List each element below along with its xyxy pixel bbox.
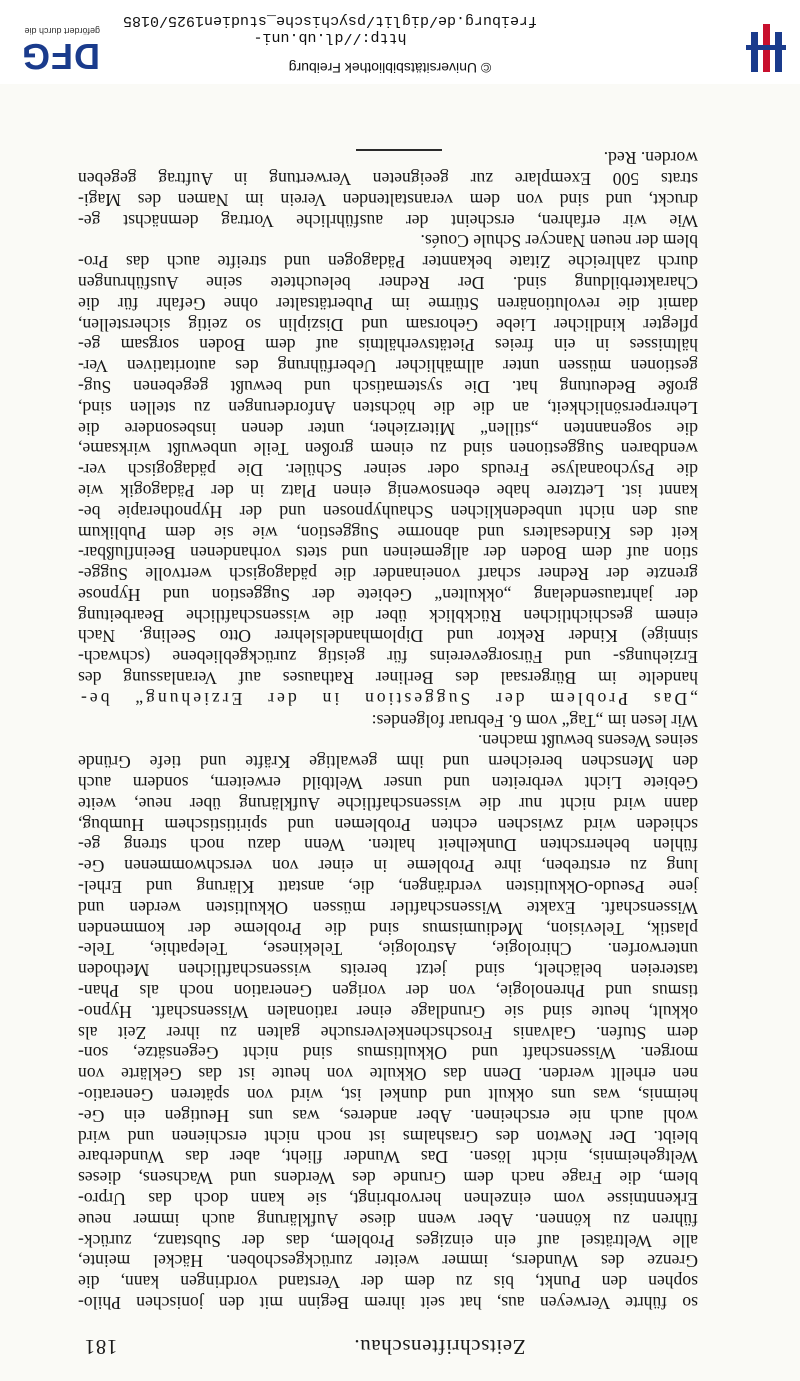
- text-line: wendbaren Suggestionen sind zu einem großen Teile unbewußt wirksame,: [78, 439, 698, 460]
- text-line: morgen. Wissenschaft und Okkultismus sind nicht Gegensätze, son-: [78, 1043, 698, 1064]
- text-line: „Das Problem der Suggestion in der Erziehung“ be-: [78, 688, 698, 709]
- text-line: gestionen müssen unter allmählicher Ueberführung des autoritativen Ver-: [78, 356, 698, 377]
- text-line: blem der neuen Nancyer Schule Coués.: [420, 231, 698, 252]
- paragraph-p2: [78, 710, 716, 731]
- text-line: lung zu erstreben, ihre Probleme in einer von verschwommenen Ge-: [78, 856, 698, 877]
- text-line: strats 500 Exemplare zur geeigneten Verwertung in Auftrag gegeben: [78, 168, 698, 189]
- text-line: den Menschen bereichern und ihm gewaltige Kräfte und tiefe Gründe: [78, 752, 698, 773]
- text-line: stion auf dem Boden der allgemeinen und stets vorhandenen Beeinflußbar-: [78, 543, 698, 564]
- text-line: sinnige) Kinder Rektor und Diplomhandelslehrer Otto Seeling. Nach: [78, 626, 698, 647]
- section-divider: [356, 149, 442, 151]
- text-line: Gebiete Licht verbreiten und unser Weltbild erweitern, sondern auch: [78, 773, 698, 794]
- paragraph-p3: [78, 231, 716, 709]
- text-line: einem geschichtlichen Rückblick über die wissenschaftliche Bearbeitung: [78, 605, 698, 626]
- source-url-link[interactable]: http://dl.ub.uni-freiburg.de/diglit/psychische_studien1925/0185: [122, 12, 538, 46]
- text-line: heimnis, was uns okkult und dunkel ist, wird von späteren Generatio-: [78, 1085, 698, 1106]
- text-line: führen zu können. Aber wenn diese Aufklärung auch immer neue: [78, 1209, 698, 1230]
- text-line: dann wird nicht nur die wissenschaftliche Aufklärung über neue, weite: [78, 793, 698, 814]
- text-line: jene Pseudo-Okkultisten verdrängen, die, anstatt Klärung und Erhel-: [78, 877, 698, 898]
- text-line: Erkenntnisse vom einzelnen hervorbringt, sie kann doch das Urpro-: [78, 1189, 698, 1210]
- text-line: druckt, und sind von dem veranstaltenden Verein im Namen des Magi-: [78, 189, 698, 210]
- page-title: Zeitschriftenschau.: [353, 1335, 526, 1359]
- text-line: der jahrtausendelang „okkulten“ Gebiete der Suggestion und Hypnose: [78, 584, 698, 605]
- text-line: durch zahlreiche Zitate bekannter Pädagogen und streifte auch das Pro-: [78, 252, 698, 273]
- text-line: tismus und Phrenologie, von der vorigen Generation noch als Phan-: [78, 981, 698, 1002]
- text-line: aus den nicht unbedenklichen Schauhypnosen und der Hypnotherapie be-: [78, 501, 698, 522]
- dfg-caption: gefördert durch die: [24, 26, 100, 36]
- paragraph-p4: [78, 147, 716, 230]
- text-line: bleibt. Der Newton des Grashalms ist noch nicht erschienen und wird: [78, 1126, 698, 1147]
- text-line: unterworfen. Chirologie, Astrologie, Telekinese, Telepathie, Tele-: [78, 939, 698, 960]
- dfg-wordmark: DFG: [21, 36, 100, 77]
- text-line: Wir lesen im „Tag“ vom 6. Februar folgendes:: [371, 710, 698, 731]
- text-line: fühlen beherrschten Dunkelheit halten. Wenn dazu noch streng ge-: [78, 835, 698, 856]
- text-line: die Psychoanalyse Freuds oder seiner Schüler. Die pädagogisch ver-: [78, 460, 698, 481]
- text-line: damit die revolutionären Stürme im Pubertätsalter ohne Gefahr für die: [78, 293, 698, 314]
- text-line: wohl auch nie erscheinen. Aber anderes, was uns Heutigen ein Ge-: [78, 1105, 698, 1126]
- text-line: Charakterbildung sind. Der Redner beleuchtete seine Ausführungen: [78, 272, 698, 293]
- text-line: dern Stufen. Galvanis Froschschenkelversuche galten zu ihrer Zeit als: [78, 1022, 698, 1043]
- running-header: [84, 1319, 714, 1359]
- paragraph-p1: [78, 731, 716, 1313]
- text-line: worden. Red.: [603, 148, 698, 169]
- text-line: seines Wesens bewußt machen.: [477, 731, 698, 752]
- digitization-footer: [0, 0, 800, 84]
- text-line: hältnisses in ein freies Pietätsverhältnis auf dem Boden sorgsam ge-: [78, 335, 698, 356]
- text-line: Erziehungs- und Fürsorgevereins für geistig zurückgebliebene (schwach-: [78, 647, 698, 668]
- text-line: Weltgeheimnis, nicht lösen. Das Wunder flieht, aber das Wunderbare: [78, 1147, 698, 1168]
- text-line: keit des Kindesalters und abnorme Suggestion, wie sie dem Publikum: [78, 522, 698, 543]
- text-line: Grenze des Wunders, immer weiter zurückgeschoben. Häckel meinte,: [78, 1251, 698, 1272]
- text-line: nen erhellt werden. Denn das Okkulte von heute ist das Geklärte von: [78, 1064, 698, 1085]
- text-line: sophen den Punkt, bis zu dem der Verstand vordringen kann, die: [78, 1272, 698, 1293]
- text-line: Wissenschaft. Exakte Wissenschaftler müssen Okkultisten werden und: [78, 897, 698, 918]
- text-line: Lehrerpersönlichkeit, an die die höchsten Anforderungen zu stellen sind,: [78, 397, 698, 418]
- dfg-logo: [8, 22, 100, 77]
- text-line: Wie wir erfahren, erscheint der ausführliche Vortrag demnächst ge-: [78, 210, 698, 231]
- text-line: alle Welträtsel auf ein einziges Problem, das der Substanz, zurück-: [78, 1230, 698, 1251]
- book-page: [0, 25, 800, 1381]
- text-line: pflegter kindlicher Liebe Gehorsam und Disziplin so zeitig sicherstellen,: [78, 314, 698, 335]
- text-line: tastereien belächelt, sind jetzt bereits wissenschaftlichen Methoden: [78, 960, 698, 981]
- text-line: so führte Verweyen aus, hat seit ihrem Beginn mit den jonischen Philo-: [78, 1293, 698, 1313]
- text-line: okkult, heute sind sie Grundlage einer rationalen Wissenschaft. Hypno-: [78, 1001, 698, 1022]
- text-line: große Bedeutung hat. Die systematisch und bewußt gegebenen Sug-: [78, 376, 698, 397]
- text-line: handelte im Bürgersaal des Berliner Rathauses auf Veranlassung des: [78, 668, 698, 689]
- page-number: 181: [84, 1335, 118, 1359]
- text-line: die sogenannten „stillen“ Miterzieher, unter denen insbesondere die: [78, 418, 698, 439]
- text-line: blem, die Frage nach dem Grunde des Werdens und Wachsens, dieses: [78, 1168, 698, 1189]
- copyright-notice: © Universitätsbibliothek Freiburg: [288, 60, 492, 76]
- text-line: plastik, Television, Mediumismus sind die Probleme der kommenden: [78, 918, 698, 939]
- article-body: [78, 147, 716, 1313]
- text-line: kannt ist. Letztere habe ebensowenig einen Platz in der Pädagogik wie: [78, 480, 698, 501]
- text-line: grenzte der Redner scharf voneinander die pädagogisch wertvolle Sugge-: [78, 564, 698, 585]
- text-line: schieden wird zwischen echten Problemen und spiritistischem Humbug,: [78, 814, 698, 835]
- ub-freiburg-logo-icon: [742, 20, 790, 76]
